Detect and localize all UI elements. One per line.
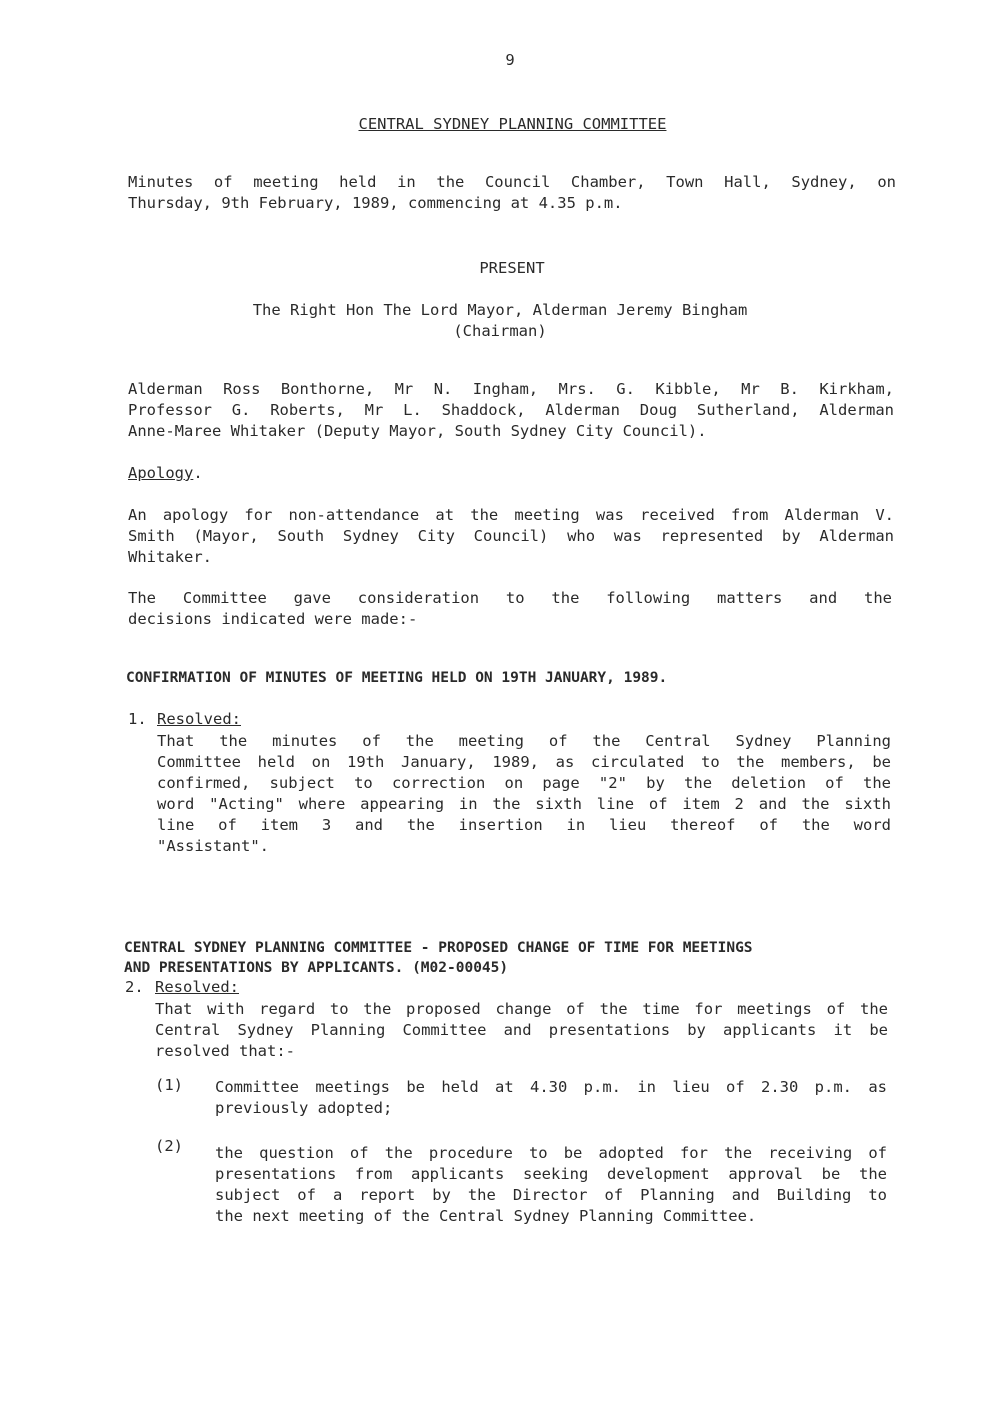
chairman-block (200, 300, 800, 342)
page-number: 9 (505, 51, 515, 69)
apology-heading-text: Apology (128, 464, 194, 482)
intro-line-1: Minutes of meeting held in the Council Chamber, Town Hall, Sydney, on (128, 173, 896, 191)
present-heading: PRESENT (479, 259, 545, 277)
item2-heading-line-1: CENTRAL SYDNEY PLANNING COMMITTEE - PROPOSED CHANGE OF TIME FOR MEETINGS (124, 940, 753, 956)
item1-line-5: line of item 3 and the insertion in lieu thereof of the word (157, 816, 891, 834)
item1-line-3: confirmed, subject to correction on page "2" by the deletion of the (157, 774, 891, 792)
apology-paragraph (128, 505, 894, 568)
item2-sub2-label: (2) (155, 1137, 183, 1155)
chairman-line-1: The Right Hon The Lord Mayor, Alderman Jeremy Bingham (252, 301, 748, 319)
item1-resolved: Resolved: (157, 710, 241, 728)
consideration-line-1: The Committee gave consideration to the following matters and the (128, 589, 892, 607)
item2-line-2: Central Sydney Planning Committee and presentations by applicants it be (155, 1021, 888, 1039)
apology-heading-suffix: . (193, 464, 203, 482)
attendees-line-1: Alderman Ross Bonthorne, Mr N. Ingham, Mrs. G. Kibble, Mr B. Kirkham, (128, 380, 894, 398)
document-title: CENTRAL SYDNEY PLANNING COMMITTEE (358, 115, 667, 133)
consideration-line-2: decisions indicated were made:- (128, 610, 418, 628)
item2-line-3: resolved that:- (155, 1042, 295, 1060)
attendees-line-3: Anne-Maree Whitaker (Deputy Mayor, South Sydney City Council). (128, 422, 707, 440)
item1-line-6: "Assistant". (157, 837, 269, 855)
apology-line-2: Smith (Mayor, South Sydney City Council) who was represented by Alderman (128, 527, 894, 545)
item2-heading-line-2: AND PRESENTATIONS BY APPLICANTS. (M02-00045) (124, 960, 509, 976)
item1-heading: CONFIRMATION OF MINUTES OF MEETING HELD ON 19TH JANUARY, 1989. (126, 670, 668, 686)
item2-sub1-text (215, 1077, 887, 1119)
item2-sub2-line-1: the question of the procedure to be adopted for the receiving of (215, 1144, 887, 1162)
item2-sub2-line-2: presentations from applicants seeking development approval be the (215, 1165, 887, 1183)
item2-resolved: Resolved: (155, 978, 239, 996)
attendees-line-2: Professor G. Roberts, Mr L. Shaddock, Alderman Doug Sutherland, Alderman (128, 401, 894, 419)
item1-line-1: That the minutes of the meeting of the Central Sydney Planning (157, 732, 891, 750)
chairman-line-2: (Chairman) (453, 322, 547, 340)
intro-paragraph (128, 172, 896, 214)
consideration-paragraph (128, 588, 892, 630)
item1-number: 1. (128, 710, 147, 728)
item2-paragraph (155, 999, 888, 1062)
item1-line-4: word "Acting" where appearing in the sixth line of item 2 and the sixth (157, 795, 891, 813)
item2-number: 2. (125, 978, 144, 996)
item2-sub1-line-1: Committee meetings be held at 4.30 p.m. in lieu of 2.30 p.m. as (215, 1078, 887, 1096)
item2-sub2-line-4: the next meeting of the Central Sydney Planning Committee. (215, 1207, 757, 1225)
item1-paragraph (157, 731, 891, 857)
item2-line-1: That with regard to the proposed change of the time for meetings of the (155, 1000, 888, 1018)
attendees-paragraph (128, 379, 894, 442)
item2-sub2-line-3: subject of a report by the Director of Planning and Building to (215, 1186, 887, 1204)
item2-sub2-text (215, 1143, 887, 1227)
item2-heading (124, 938, 890, 978)
apology-heading (128, 463, 328, 484)
apology-line-3: Whitaker. (128, 548, 212, 566)
apology-line-1: An apology for non-attendance at the meeting was received from Alderman V. (128, 506, 894, 524)
item1-line-2: Committee held on 19th January, 1989, as circulated to the members, be (157, 753, 891, 771)
item2-sub1-label: (1) (155, 1076, 183, 1094)
intro-line-2: Thursday, 9th February, 1989, commencing at 4.35 p.m. (128, 194, 623, 212)
item2-sub1-line-2: previously adopted; (215, 1099, 393, 1117)
